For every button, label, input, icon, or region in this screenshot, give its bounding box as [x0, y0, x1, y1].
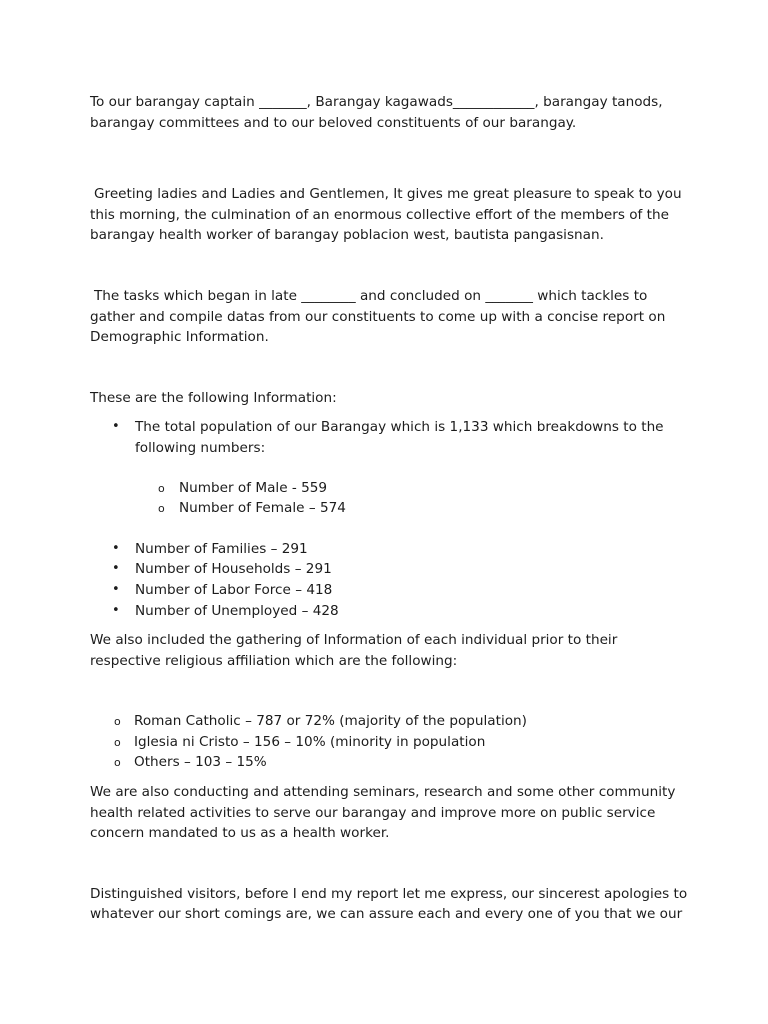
info-intro: These are the following Information: [90, 389, 337, 406]
list-item [90, 752, 690, 773]
list-item [90, 601, 690, 622]
list-item [90, 478, 690, 499]
greeting-paragraph: Greeting ladies and Ladies and Gentlemen, It gives me great pleasure to speak to you this morning, the culmination of an enormous collective effort of the members of the barangay health worker of barangay poblacion west, bautista pangasisnan. [90, 186, 682, 244]
activities-paragraph: We are also conducting and attending seminars, research and some other community health related activities to serve our barangay and improve more on public service concern mandated to us as a health worker. [90, 784, 676, 842]
bullet-marker: • [112, 540, 120, 556]
iglesia-ni-cristo-text: Iglesia ni Cristo – 156 – 10% (minority in population [134, 733, 486, 750]
list-item [90, 732, 690, 753]
list-item [90, 498, 690, 519]
sub-bullet-marker: o [158, 502, 165, 516]
sub-bullet-marker: o [158, 481, 165, 495]
list-item [90, 559, 690, 580]
households-count-text: Number of Households – 291 [135, 561, 332, 578]
bullet-marker: • [112, 602, 120, 618]
list-item [90, 711, 690, 732]
labor-force-count-text: Number of Labor Force – 418 [135, 581, 333, 598]
tasks-paragraph: The tasks which began in late ________ and concluded on _______ which tackles to gather and compile datas from our constituents to come up with a concise report on Demographic Information. [90, 287, 666, 346]
counts-list [90, 539, 690, 621]
salutation-paragraph: To our barangay captain _______, Barangay kagawads____________, barangay tanods, barangay committees and to our beloved constituents of our barangay. [90, 94, 663, 131]
unemployed-count-text: Number of Unemployed – 428 [135, 602, 339, 619]
list-item [90, 417, 690, 458]
female-count-text: Number of Female – 574 [179, 500, 346, 517]
sub-bullet-marker: o [114, 715, 121, 729]
population-item-text: The total population of our Barangay which is 1,133 which breakdowns to the following numbers: [135, 419, 664, 456]
population-breakdown-list [90, 478, 690, 519]
bullet-marker: • [112, 419, 120, 435]
sub-bullet-marker: o [114, 735, 121, 749]
roman-catholic-text: Roman Catholic – 787 or 72% (majority of the population) [134, 713, 527, 730]
families-count-text: Number of Families – 291 [135, 540, 308, 557]
sub-bullet-marker: o [114, 756, 121, 770]
bullet-marker: • [112, 561, 120, 577]
list-item [90, 539, 690, 560]
religion-intro-paragraph: We also included the gathering of Information of each individual prior to their respective religious affiliation which are the following: [90, 632, 618, 669]
bullet-marker: • [112, 581, 120, 597]
male-count-text: Number of Male - 559 [179, 479, 328, 496]
closing-paragraph: Distinguished visitors, before I end my report let me express, our sincerest apologies to whatever our short comings are, we can assure each and every one of you that we our [90, 885, 688, 923]
religion-list [90, 711, 690, 773]
population-list [90, 417, 690, 458]
others-religion-text: Others – 103 – 15% [134, 754, 267, 771]
document-page [90, 92, 690, 925]
list-item [90, 580, 690, 601]
